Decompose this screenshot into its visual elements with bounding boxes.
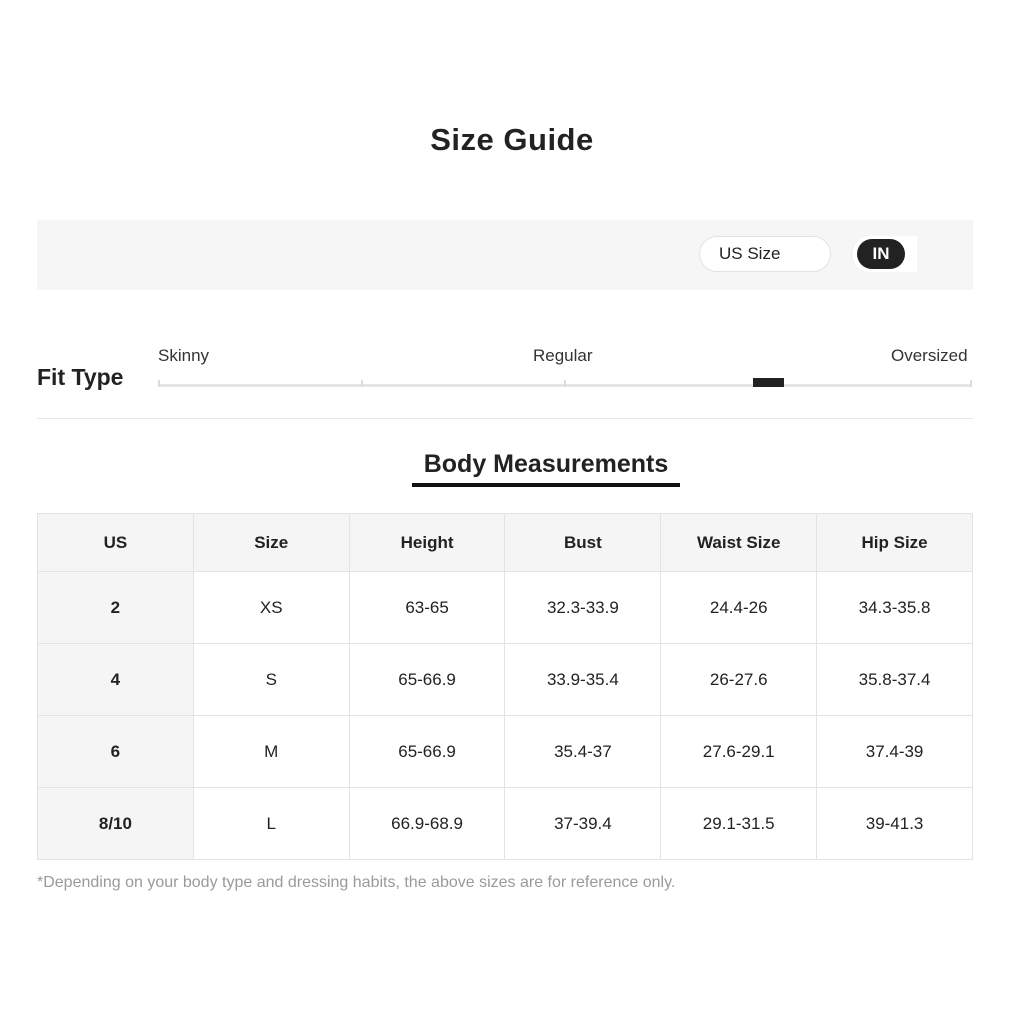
section-divider [37, 418, 973, 419]
table-cell: 34.3-35.8 [817, 572, 973, 644]
fit-type-label: Fit Type [37, 364, 124, 390]
table-cell: 33.9-35.4 [505, 644, 661, 716]
size-system-select[interactable]: US Size [699, 236, 831, 272]
fit-tick [361, 380, 363, 387]
table-cell: 37.4-39 [817, 716, 973, 788]
unit-toggle[interactable] [851, 236, 917, 272]
column-header-waist: Waist Size [661, 514, 817, 572]
fit-tick [564, 380, 566, 387]
table-cell: M [193, 716, 349, 788]
fit-tick [970, 380, 972, 387]
table-cell: 26-27.6 [661, 644, 817, 716]
table-cell: 35.4-37 [505, 716, 661, 788]
table-cell: 66.9-68.9 [349, 788, 505, 860]
table-cell: 39-41.3 [817, 788, 973, 860]
fit-type-scale [158, 384, 972, 387]
column-header-us: US [38, 514, 194, 572]
table-cell: L [193, 788, 349, 860]
table-row [38, 572, 973, 644]
column-header-height: Height [349, 514, 505, 572]
table-row [38, 644, 973, 716]
table-cell: 32.3-33.9 [505, 572, 661, 644]
fit-scale-oversized: Oversized [891, 346, 968, 365]
table-cell: 24.4-26 [661, 572, 817, 644]
table-cell: S [193, 644, 349, 716]
unit-toggle-knob[interactable]: IN [857, 239, 905, 269]
table-row [38, 788, 973, 860]
table-cell: 63-65 [349, 572, 505, 644]
body-measurements-title: Body Measurements [412, 450, 680, 487]
table-cell: 65-66.9 [349, 644, 505, 716]
column-header-hip: Hip Size [817, 514, 973, 572]
table-cell: 8/10 [38, 788, 194, 860]
page-title: Size Guide [430, 122, 594, 157]
table-cell: 27.6-29.1 [661, 716, 817, 788]
size-options-bar [37, 220, 973, 290]
table-header-row [38, 514, 973, 572]
fit-type-indicator [753, 378, 784, 387]
table-cell: 6 [38, 716, 194, 788]
table-cell: 4 [38, 644, 194, 716]
disclaimer-note: *Depending on your body type and dressing habits, the above sizes are for reference only. [37, 874, 676, 891]
table-cell: XS [193, 572, 349, 644]
size-table [37, 513, 973, 860]
table-cell: 35.8-37.4 [817, 644, 973, 716]
table-row [38, 716, 973, 788]
fit-tick [158, 380, 160, 387]
fit-scale-regular: Regular [533, 346, 593, 365]
table-cell: 65-66.9 [349, 716, 505, 788]
table-cell: 29.1-31.5 [661, 788, 817, 860]
fit-scale-skinny: Skinny [158, 346, 210, 365]
table-cell: 37-39.4 [505, 788, 661, 860]
column-header-size: Size [193, 514, 349, 572]
column-header-bust: Bust [505, 514, 661, 572]
table-cell: 2 [38, 572, 194, 644]
